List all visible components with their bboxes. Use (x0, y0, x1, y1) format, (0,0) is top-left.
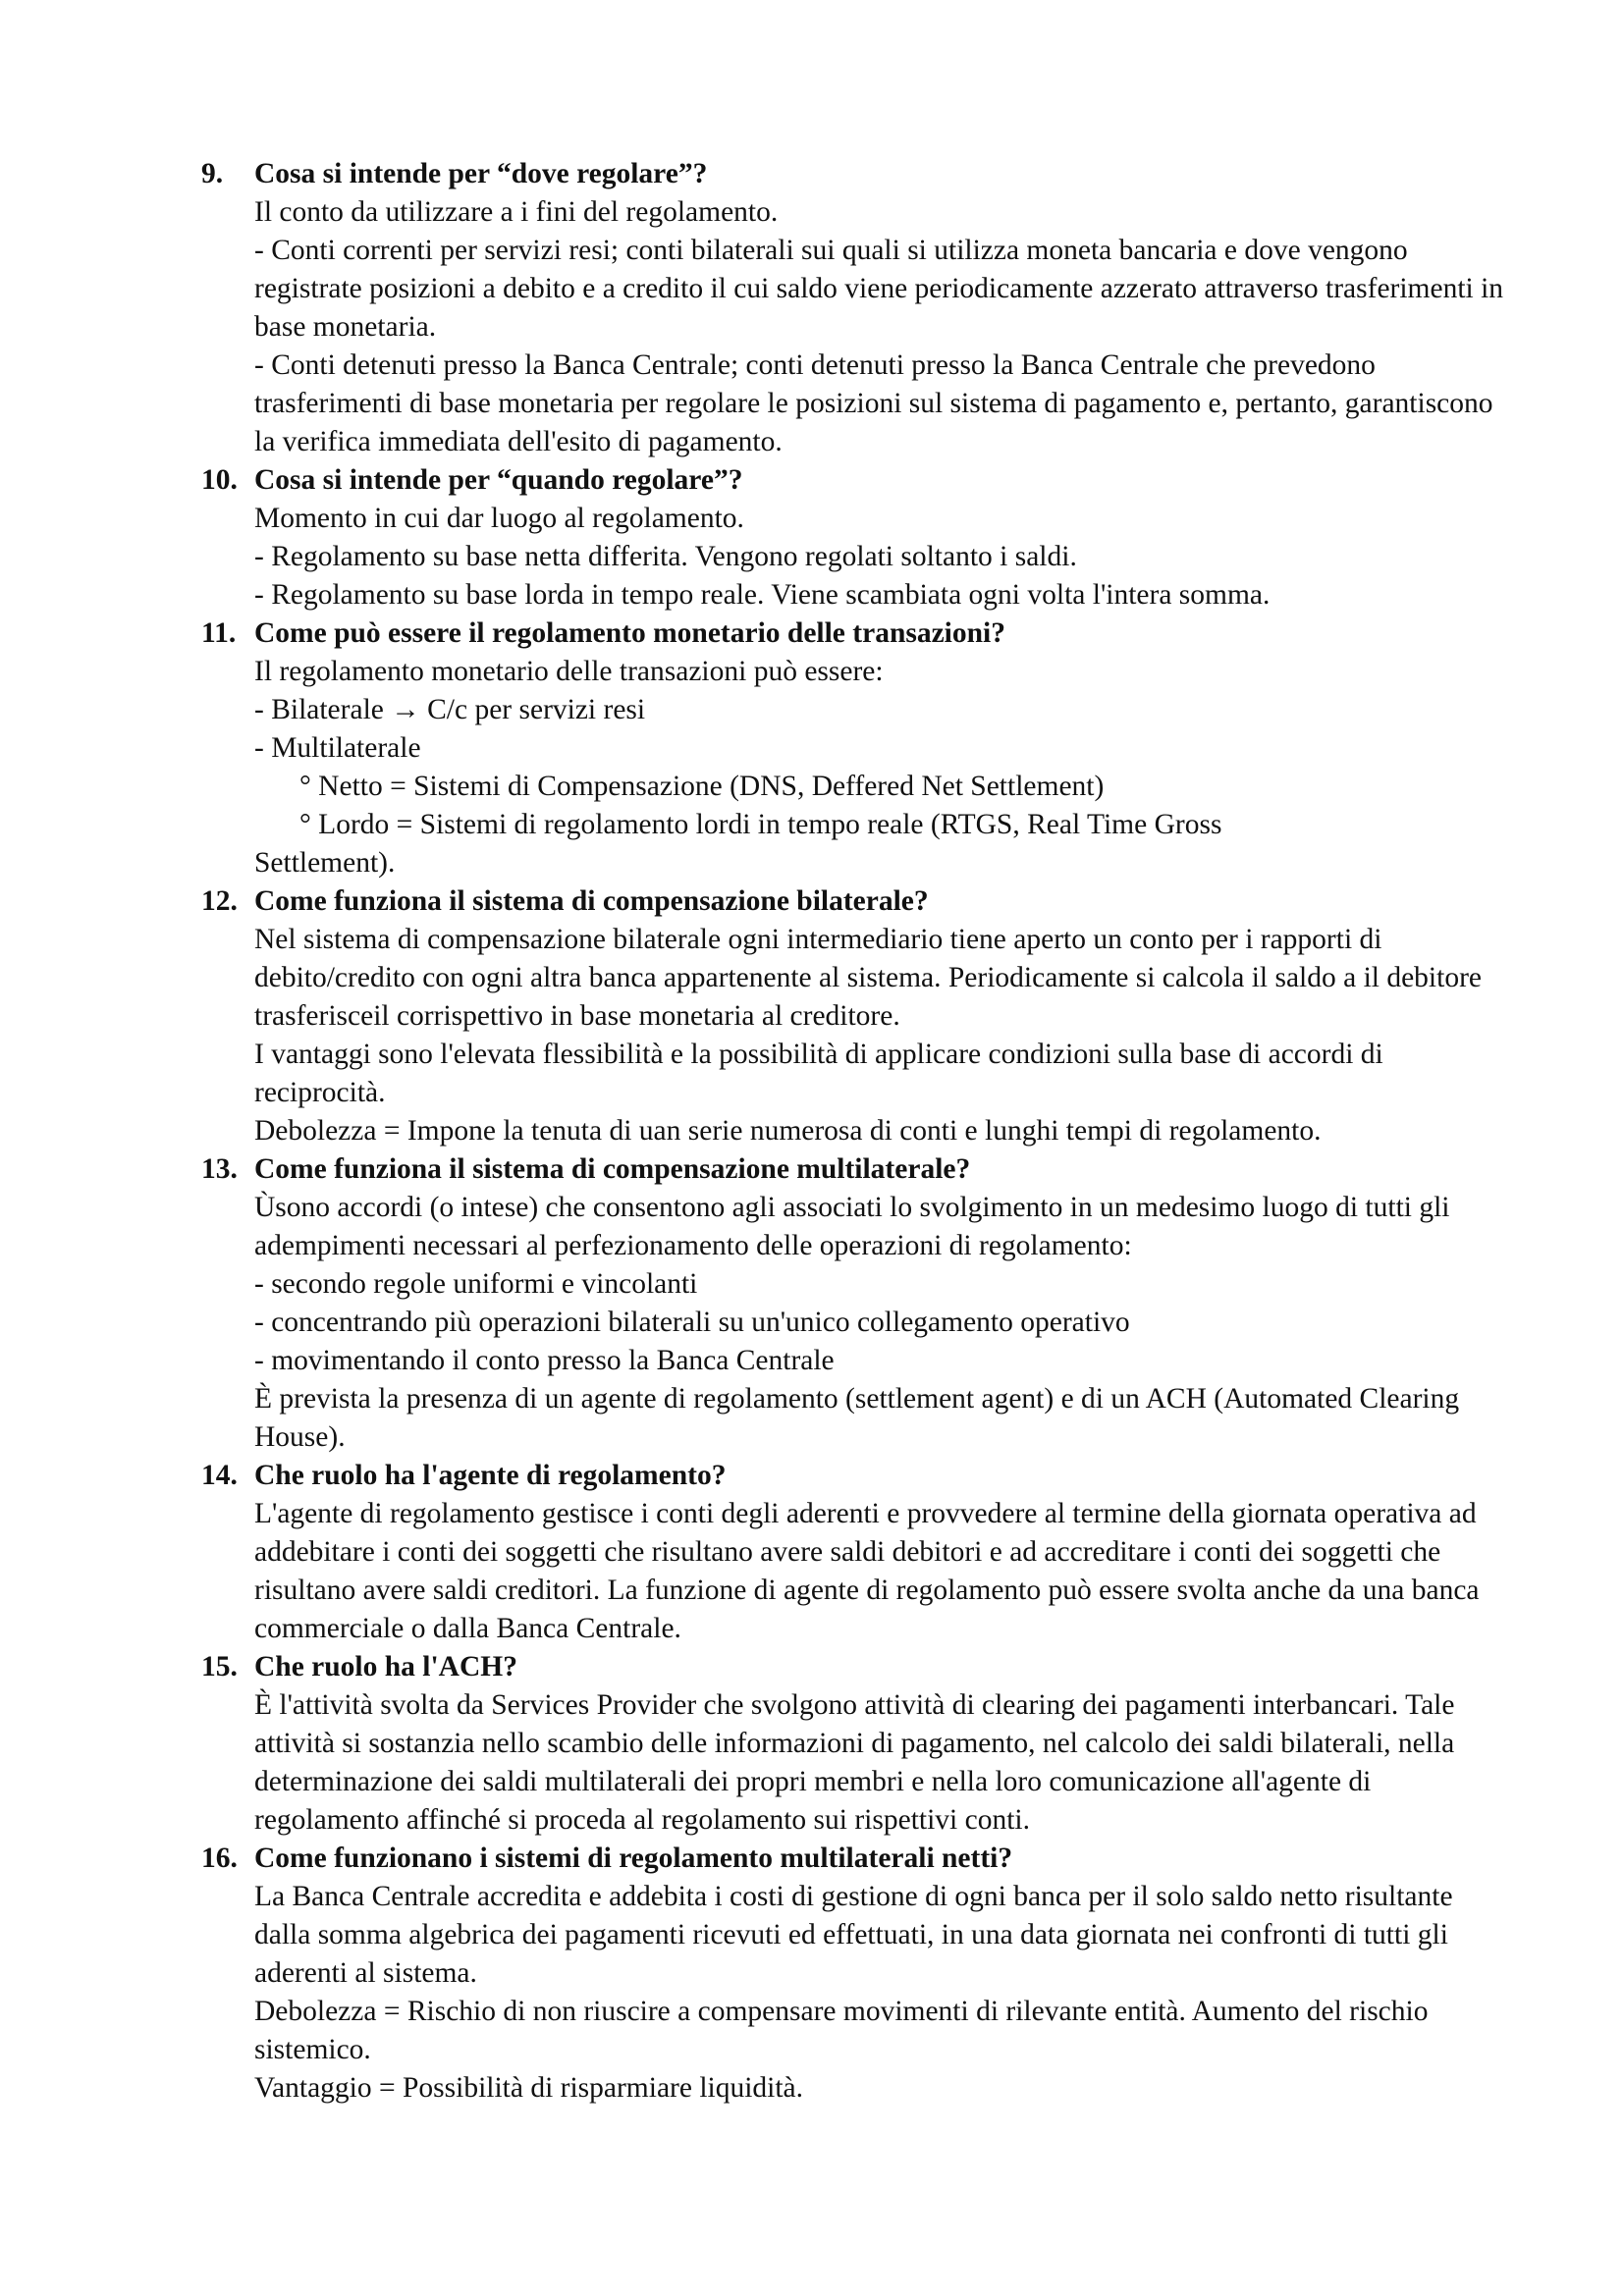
answer-subline: ° Lordo = Sistemi di regolamento lordi in tempo reale (RTGS, Real Time Gross (299, 809, 1222, 840)
answer-line: La Banca Centrale accredita e addebita i costi di gestione di ogni banca per il solo saldo netto risultante dalla somma algebrica dei pagamenti ricevuti ed effettuati, in una data giornata nei confronti di tutti gli aderenti al sistema. (254, 1881, 1453, 1989)
answer-10 (254, 500, 1505, 614)
answer-line: - concentrando più operazioni bilaterali su un'unico collegamento operativo (254, 1307, 1130, 1338)
answer-line: - Multilaterale (254, 732, 421, 764)
question-14 (201, 1457, 1505, 1495)
answer-line: - Regolamento su base netta differita. Vengono regolati soltanto i saldi. (254, 541, 1077, 572)
question-11 (201, 614, 1505, 653)
question-text: Come funziona il sistema di compensazione multilaterale? (254, 1153, 971, 1185)
question-number: 16. (201, 1842, 238, 1874)
answer-line: È prevista la presenza di un agente di regolamento (settlement agent) e di un ACH (Automated Clearing House). (254, 1383, 1460, 1453)
answer-15 (254, 1686, 1505, 1840)
question-12 (201, 882, 1505, 921)
question-text: Che ruolo ha l'agente di regolamento? (254, 1460, 727, 1491)
qa-item-16 (201, 1840, 1505, 2108)
answer-12 (254, 921, 1505, 1150)
answer-line: Ùsono accordi (o intese) che consentono agli associati lo svolgimento in un medesimo luogo di tutti gli adempimenti necessari al perfezionamento delle operazioni di regolamento: (254, 1192, 1450, 1261)
question-number: 11. (201, 617, 237, 649)
answer-14 (254, 1495, 1505, 1648)
question-text: Cosa si intende per “dove regolare”? (254, 158, 708, 189)
answer-line: Il conto da utilizzare a i fini del regolamento. (254, 196, 779, 228)
answer-line: L'agente di regolamento gestisce i conti degli aderenti e provvedere al termine della giornata operativa ad addebitare i conti dei soggetti che risultano avere saldi debitori e ad accreditare i conti dei soggetti che risultano avere saldi creditori. La funzione di agente di regolamento può essere svolta anche da una banca commerciale o dalla Banca Centrale. (254, 1498, 1480, 1644)
answer-16 (254, 1878, 1505, 2108)
question-13 (201, 1150, 1505, 1189)
question-9 (201, 155, 1505, 193)
answer-line: È l'attività svolta da Services Provider che svolgono attività di clearing dei pagamenti interbancari. Tale attività si sostanzia nello scambio delle informazioni di pagamento, nel calcolo dei saldi bilaterali, nella determinazione dei saldi multilaterali dei propri membri e nella loro comunicazione all'agente di regolamento affinché si proceda al regolamento sui rispettivi conti. (254, 1689, 1455, 1836)
question-number: 14. (201, 1460, 238, 1491)
question-15 (201, 1648, 1505, 1686)
question-text: Come funziona il sistema di compensazione bilaterale? (254, 885, 929, 917)
answer-11 (254, 653, 1505, 882)
answer-line: Debolezza = Impone la tenuta di uan serie numerosa di conti e lunghi tempi di regolamento. (254, 1115, 1322, 1147)
question-text: Cosa si intende per “quando regolare”? (254, 464, 743, 496)
answer-line: - Conti correnti per servizi resi; conti bilaterali sui quali si utilizza moneta bancaria e dove vengono registrate posizioni a debito e a credito il cui saldo viene periodicamente azzerato attraverso trasferimenti in base monetaria. (254, 235, 1504, 343)
answer-line: Settlement). (254, 847, 396, 879)
answer-line: Momento in cui dar luogo al regolamento. (254, 503, 744, 534)
answer-line: Il regolamento monetario delle transazioni può essere: (254, 656, 884, 687)
question-text: Come funzionano i sistemi di regolamento multilaterali netti? (254, 1842, 1013, 1874)
question-number: 9. (201, 158, 224, 189)
question-text: Che ruolo ha l'ACH? (254, 1651, 517, 1682)
qa-item-14 (201, 1457, 1505, 1648)
qa-item-13 (201, 1150, 1505, 1457)
question-number: 12. (201, 885, 238, 917)
answer-line: I vantaggi sono l'elevata flessibilità e la possibilità di applicare condizioni sulla base di accordi di reciprocità. (254, 1039, 1383, 1108)
answer-line: - Bilaterale → C/c per servizi resi (254, 694, 646, 725)
answer-line: Debolezza = Rischio di non riuscire a compensare movimenti di rilevante entità. Aumento del rischio sistemico. (254, 1996, 1429, 2065)
qa-item-11 (201, 614, 1505, 882)
answer-line: - Regolamento su base lorda in tempo reale. Viene scambiata ogni volta l'intera somma. (254, 579, 1271, 611)
question-text: Come può essere il regolamento monetario delle transazioni? (254, 617, 1005, 649)
qa-item-9 (201, 155, 1505, 461)
question-10 (201, 461, 1505, 500)
question-number: 15. (201, 1651, 238, 1682)
qa-item-15 (201, 1648, 1505, 1840)
question-number: 10. (201, 464, 238, 496)
answer-line: - Conti detenuti presso la Banca Centrale; conti detenuti presso la Banca Centrale che prevedono trasferimenti di base monetaria per regolare le posizioni sul sistema di pagamento e, pertanto, garantiscono la verifica immediata dell'esito di pagamento. (254, 349, 1493, 457)
question-number: 13. (201, 1153, 238, 1185)
qa-item-10 (201, 461, 1505, 614)
answer-9 (254, 193, 1505, 461)
answer-subline: ° Netto = Sistemi di Compensazione (DNS, Deffered Net Settlement) (299, 771, 1105, 802)
answer-line: Nel sistema di compensazione bilaterale ogni intermediario tiene aperto un conto per i rapporti di debito/credito con ogni altra banca appartenente al sistema. Periodicamente si calcola il saldo a il debitore trasferisceil corrispettivo in base monetaria al creditore. (254, 924, 1482, 1032)
answer-line: Vantaggio = Possibilità di risparmiare liquidità. (254, 2072, 804, 2104)
qa-item-12 (201, 882, 1505, 1150)
question-16 (201, 1840, 1505, 1878)
answer-line: - secondo regole uniformi e vincolanti (254, 1268, 698, 1300)
answer-13 (254, 1189, 1505, 1457)
answer-line: - movimentando il conto presso la Banca Centrale (254, 1345, 835, 1376)
